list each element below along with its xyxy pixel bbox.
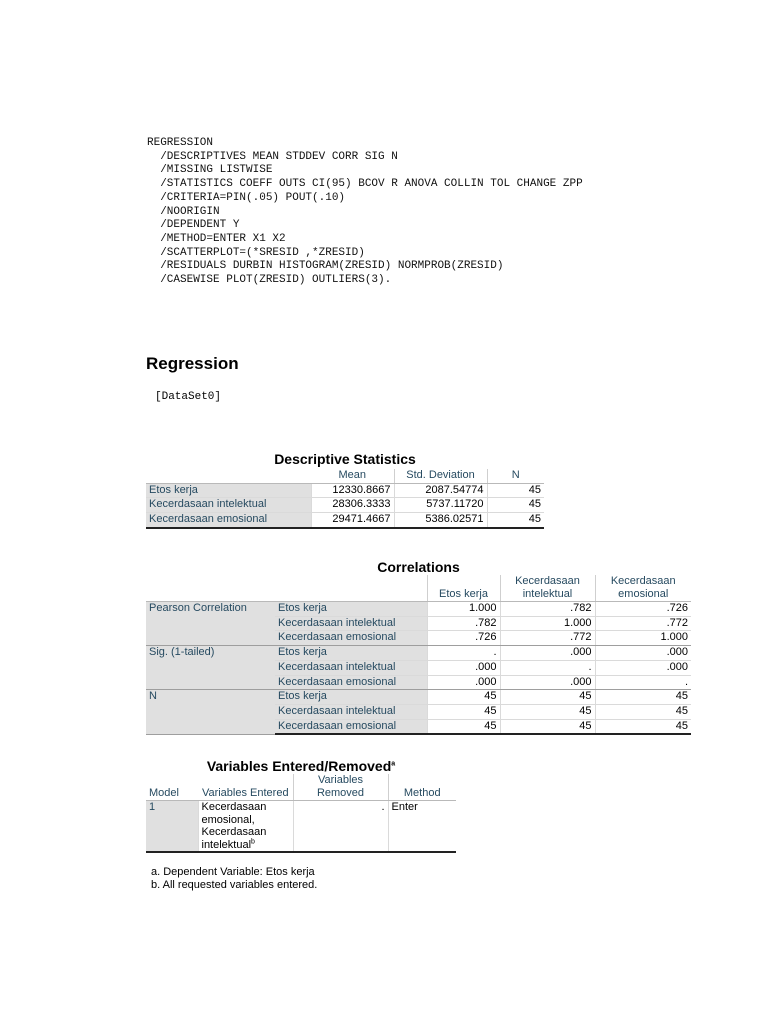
dataset-label: [DataSet0]	[155, 391, 222, 403]
table-row	[146, 690, 691, 705]
value-cell: 45	[595, 719, 691, 734]
syntax-line: /NOORIGIN	[147, 205, 220, 218]
correlations-title: Correlations	[377, 559, 460, 575]
value-cell: 45	[595, 690, 691, 705]
n-cell: 45	[487, 483, 544, 498]
row-label: Kecerdasaan emosional	[146, 513, 311, 528]
column-header: Kecerdasaan intelektual	[500, 575, 595, 602]
row-label: Etos kerja	[146, 483, 311, 498]
std-deviation-cell: 5737.11720	[394, 498, 487, 513]
footnote: a. Dependent Variable: Etos kerja	[151, 866, 315, 878]
entered-text: Kecerdasaan emosional, Kecerdasaan intelektual	[201, 801, 267, 851]
footnote-marker: a	[391, 760, 396, 768]
std-deviation-cell: 2087.54774	[394, 483, 487, 498]
mean-cell: 12330.8667	[311, 483, 394, 498]
syntax-line: /METHOD=ENTER X1 X2	[147, 232, 286, 245]
syntax-line: /DESCRIPTIVES MEAN STDDEV CORR SIG N	[147, 150, 398, 163]
variables-entered-cell	[198, 801, 293, 853]
row-label: Kecerdasaan intelektual	[146, 498, 311, 513]
value-cell: .	[427, 646, 500, 661]
value-cell: .726	[427, 631, 500, 646]
group-label: Sig. (1-tailed)	[146, 646, 275, 690]
value-cell: .782	[427, 616, 500, 631]
value-cell: .000	[595, 646, 691, 661]
row-label: Kecerdasaan intelektual	[275, 616, 427, 631]
row-label: Kecerdasaan emosional	[275, 675, 427, 690]
value-cell: 1.000	[500, 616, 595, 631]
table-header-row	[146, 469, 544, 483]
mean-cell: 29471.4667	[311, 513, 394, 528]
value-cell: 45	[427, 690, 500, 705]
table-row	[146, 602, 691, 617]
title-text: Variables Entered/Removed	[206, 758, 392, 774]
descriptive-statistics-title: Descriptive Statistics	[274, 451, 416, 467]
syntax-line: /MISSING LISTWISE	[147, 164, 273, 177]
row-label: Kecerdasaan intelektual	[275, 704, 427, 719]
model-cell: 1	[146, 801, 198, 853]
row-label: Etos kerja	[275, 602, 427, 617]
method-cell: Enter	[388, 801, 456, 853]
value-cell: 1.000	[427, 602, 500, 617]
value-cell: .726	[595, 602, 691, 617]
syntax-line: /RESIDUALS DURBIN HISTOGRAM(ZRESID) NORMPROB(ZRESID)	[147, 260, 504, 273]
header-corner	[146, 575, 275, 602]
footnote: b. All requested variables entered.	[151, 879, 318, 891]
n-cell: 45	[487, 513, 544, 528]
syntax-line: /CRITERIA=PIN(.05) POUT(.10)	[147, 191, 346, 204]
std-deviation-cell: 5386.02571	[394, 513, 487, 528]
value-cell: .772	[500, 631, 595, 646]
column-header: Model	[146, 774, 198, 801]
row-label: Etos kerja	[275, 690, 427, 705]
header-corner	[275, 575, 427, 602]
descriptive-statistics-table	[146, 469, 544, 529]
section-heading: Regression	[146, 354, 239, 373]
column-header: Etos kerja	[427, 575, 500, 602]
table-row	[146, 801, 456, 853]
value-cell: .000	[427, 660, 500, 675]
table-row	[146, 646, 691, 661]
value-cell: .782	[500, 602, 595, 617]
column-header: Std. Deviation	[394, 469, 487, 483]
value-cell: .	[500, 660, 595, 675]
value-cell: 45	[500, 690, 595, 705]
column-header: Kecerdasaan emosional	[595, 575, 691, 602]
value-cell: 45	[500, 704, 595, 719]
column-header: N	[487, 469, 544, 483]
variables-removed-cell: .	[293, 801, 388, 853]
value-cell: 45	[500, 719, 595, 734]
table-header-row	[146, 774, 456, 801]
variables-entered-removed-table	[146, 774, 456, 853]
value-cell: .000	[500, 646, 595, 661]
syntax-line: /STATISTICS COEFF OUTS CI(95) BCOV R ANOVA COLLIN TOL CHANGE ZPP	[147, 178, 583, 191]
table-row	[146, 513, 544, 528]
mean-cell: 28306.3333	[311, 498, 394, 513]
correlations-table	[146, 575, 691, 735]
value-cell: 45	[427, 719, 500, 734]
row-label: Kecerdasaan intelektual	[275, 660, 427, 675]
syntax-line: /SCATTERPLOT=(*SRESID ,*ZRESID)	[147, 246, 365, 259]
table-row	[146, 483, 544, 498]
column-header: Variables Entered	[198, 774, 293, 801]
syntax-line: /CASEWISE PLOT(ZRESID) OUTLIERS(3).	[147, 274, 392, 287]
value-cell: .000	[427, 675, 500, 690]
table-header-row	[146, 575, 691, 602]
header-corner	[146, 469, 311, 483]
group-label: Pearson Correlation	[146, 602, 275, 646]
variables-entered-removed-title	[146, 758, 456, 774]
value-cell: .	[595, 675, 691, 690]
column-header: Method	[388, 774, 456, 801]
syntax-line: REGRESSION	[147, 137, 214, 149]
value-cell: .000	[500, 675, 595, 690]
table-row	[146, 498, 544, 513]
value-cell: 1.000	[595, 631, 691, 646]
group-label: N	[146, 690, 275, 735]
value-cell: 45	[427, 704, 500, 719]
column-header: Variables Removed	[293, 774, 388, 801]
n-cell: 45	[487, 498, 544, 513]
row-label: Etos kerja	[275, 646, 427, 661]
value-cell: .772	[595, 616, 691, 631]
regression-syntax	[147, 137, 583, 288]
value-cell: .000	[595, 660, 691, 675]
syntax-line: /DEPENDENT Y	[147, 219, 240, 232]
footnote-marker: b	[251, 837, 255, 845]
row-label: Kecerdasaan emosional	[275, 631, 427, 646]
row-label: Kecerdasaan emosional	[275, 719, 427, 734]
column-header: Mean	[311, 469, 394, 483]
value-cell: 45	[595, 704, 691, 719]
